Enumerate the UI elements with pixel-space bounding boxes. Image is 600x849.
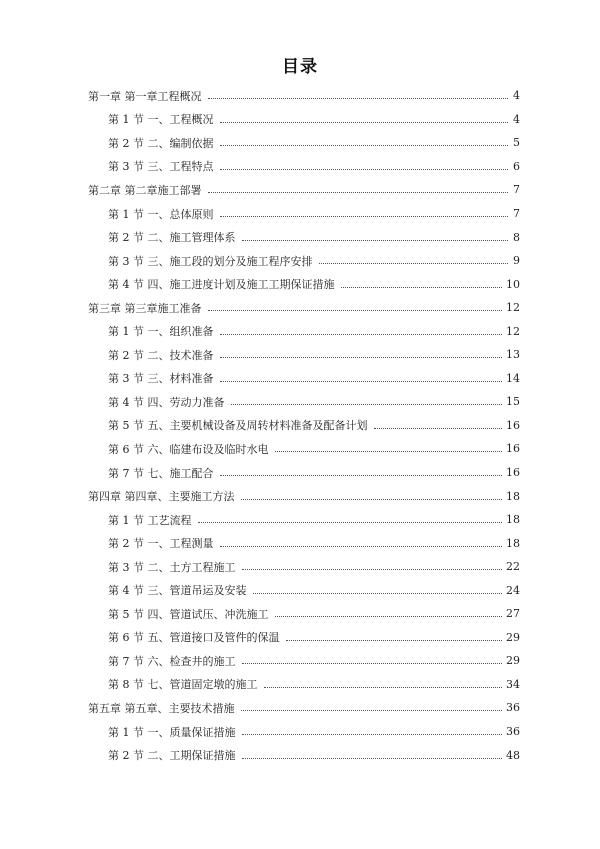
toc-section-entry[interactable] <box>88 531 520 555</box>
dot-leader <box>220 145 509 146</box>
dot-leader <box>242 758 503 759</box>
toc-chapter-entry[interactable] <box>88 696 520 720</box>
toc-page-number: 8 <box>513 230 520 244</box>
toc-section-entry[interactable] <box>88 673 520 697</box>
toc-entry-label: 第 7 节 七、施工配合 <box>108 466 214 480</box>
toc-entry-label: 第二章 第二章施工部署 <box>88 183 202 197</box>
dot-leader <box>220 334 503 335</box>
toc-entry-label: 第 3 节 三、材料准备 <box>108 372 214 386</box>
toc-page-number: 6 <box>513 159 520 173</box>
toc-entry-label: 第 3 节 三、工程特点 <box>108 160 214 174</box>
toc-entry-label: 第 1 节 一、质量保证措施 <box>108 725 236 739</box>
toc-entry-label: 第五章 第五章、主要技术措施 <box>88 701 235 715</box>
toc-section-entry[interactable] <box>88 249 520 273</box>
toc-entry-label: 第四章 第四章、主要施工方法 <box>88 490 235 504</box>
toc-page-number: 13 <box>506 348 520 362</box>
toc-entry-label: 第 4 节 四、施工进度计划及施工工期保证措施 <box>108 278 335 292</box>
dot-leader <box>319 263 509 264</box>
toc-section-entry[interactable] <box>88 649 520 673</box>
toc-entry-label: 第 5 节 五、主要机械设备及周转材料准备及配备计划 <box>108 419 368 433</box>
toc-page-number: 4 <box>513 89 520 103</box>
toc-page-number: 36 <box>506 725 520 739</box>
toc-section-entry[interactable] <box>88 225 520 249</box>
toc-page-number: 12 <box>506 301 520 315</box>
toc-section-entry[interactable] <box>88 508 520 532</box>
toc-section-entry[interactable] <box>88 555 520 579</box>
toc-chapter-entry[interactable] <box>88 84 520 108</box>
toc-page-number: 22 <box>506 560 520 574</box>
toc-chapter-entry[interactable] <box>88 178 520 202</box>
toc-page-number: 7 <box>513 207 520 220</box>
dot-leader <box>341 287 503 288</box>
toc-entry-label: 第 8 节 七、管道固定墩的施工 <box>108 678 258 692</box>
toc-entry-label: 第 2 节 一、工程测量 <box>108 537 214 551</box>
dot-leader <box>208 310 503 311</box>
toc-entry-label: 第 1 节 工艺流程 <box>108 513 192 527</box>
dot-leader <box>220 357 503 358</box>
toc-section-entry[interactable] <box>88 414 520 438</box>
toc-section-entry[interactable] <box>88 437 520 461</box>
dot-leader <box>275 616 503 617</box>
toc-page-number: 27 <box>506 607 520 621</box>
toc-section-entry[interactable] <box>88 343 520 367</box>
table-of-contents <box>88 84 520 767</box>
toc-page-number: 34 <box>506 677 520 691</box>
toc-entry-label: 第 1 节 一、工程概况 <box>108 113 214 127</box>
toc-entry-label: 第 3 节 三、施工段的划分及施工程序安排 <box>108 254 313 268</box>
dot-leader <box>208 192 509 193</box>
toc-section-entry[interactable] <box>88 131 520 155</box>
dot-leader <box>253 593 503 594</box>
toc-page-number: 29 <box>506 630 520 644</box>
toc-section-entry[interactable] <box>88 202 520 226</box>
toc-page-number: 24 <box>506 583 520 597</box>
toc-entry-label: 第 1 节 一、总体原则 <box>108 207 214 221</box>
toc-page-number: 48 <box>506 748 520 762</box>
toc-page-number: 18 <box>506 513 520 527</box>
toc-page-number: 16 <box>506 442 520 456</box>
dot-leader <box>198 522 503 523</box>
toc-entry-label: 第 5 节 四、管道试压、冲洗施工 <box>108 607 269 621</box>
toc-page-number: 16 <box>506 466 520 480</box>
toc-entry-label: 第 6 节 五、管道接口及管件的保温 <box>108 631 280 645</box>
toc-entry-label: 第 6 节 六、临建布设及临时水电 <box>108 442 269 456</box>
toc-entry-label: 第 3 节 二、土方工程施工 <box>108 560 236 574</box>
dot-leader <box>220 381 503 382</box>
toc-section-entry[interactable] <box>88 155 520 179</box>
dot-leader <box>242 734 503 735</box>
dot-leader <box>264 687 503 688</box>
toc-section-entry[interactable] <box>88 390 520 414</box>
toc-page-number: 10 <box>506 277 520 291</box>
dot-leader <box>242 240 509 241</box>
toc-entry-label: 第 2 节 二、编制依据 <box>108 136 214 150</box>
dot-leader <box>220 216 509 217</box>
toc-entry-label: 第 2 节 二、工期保证措施 <box>108 749 236 763</box>
dot-leader <box>275 451 503 452</box>
toc-entry-label: 第 7 节 六、检查井的施工 <box>108 654 236 668</box>
toc-page-number: 15 <box>506 395 520 409</box>
toc-section-entry[interactable] <box>88 720 520 744</box>
dot-leader <box>286 640 503 641</box>
toc-entry-label: 第 4 节 四、劳动力准备 <box>108 395 225 409</box>
toc-page-number: 4 <box>513 112 520 126</box>
toc-section-entry[interactable] <box>88 108 520 132</box>
toc-section-entry[interactable] <box>88 461 520 485</box>
toc-entry-label: 第一章 第一章工程概况 <box>88 89 202 103</box>
toc-page-number: 12 <box>506 324 520 338</box>
page-title: 目录 <box>282 57 318 77</box>
toc-page-number: 36 <box>506 701 520 715</box>
toc-page-number: 5 <box>513 136 520 150</box>
dot-leader <box>231 404 503 405</box>
toc-section-entry[interactable] <box>88 602 520 626</box>
toc-entry-label: 第 1 节 一、组织准备 <box>108 325 214 339</box>
toc-page-number: 18 <box>506 489 520 503</box>
toc-page-number: 9 <box>513 254 520 268</box>
toc-page-number: 14 <box>506 371 520 385</box>
toc-chapter-entry[interactable] <box>88 484 520 508</box>
toc-entry-label: 第 2 节 二、技术准备 <box>108 348 214 362</box>
toc-section-entry[interactable] <box>88 743 520 767</box>
toc-page-number: 29 <box>506 654 520 668</box>
dot-leader <box>220 546 503 547</box>
toc-page-number: 7 <box>513 183 520 197</box>
toc-page-number: 18 <box>506 536 520 550</box>
toc-entry-label: 第 2 节 二、施工管理体系 <box>108 231 236 245</box>
toc-section-entry[interactable] <box>88 578 520 602</box>
toc-section-entry[interactable] <box>88 272 520 296</box>
dot-leader <box>241 499 503 500</box>
toc-section-entry[interactable] <box>88 626 520 650</box>
dot-leader <box>220 475 503 476</box>
toc-entry-label: 第三章 第三章施工准备 <box>88 301 202 315</box>
dot-leader <box>208 98 509 99</box>
toc-entry-label: 第 4 节 三、管道吊运及安装 <box>108 584 247 598</box>
dot-leader <box>374 428 503 429</box>
dot-leader <box>242 663 503 664</box>
dot-leader <box>220 169 509 170</box>
toc-page-number: 16 <box>506 418 520 432</box>
toc-section-entry[interactable] <box>88 319 520 343</box>
toc-chapter-entry[interactable] <box>88 296 520 320</box>
toc-section-entry[interactable] <box>88 367 520 391</box>
dot-leader <box>241 710 503 711</box>
dot-leader <box>220 122 509 123</box>
dot-leader <box>242 569 503 570</box>
